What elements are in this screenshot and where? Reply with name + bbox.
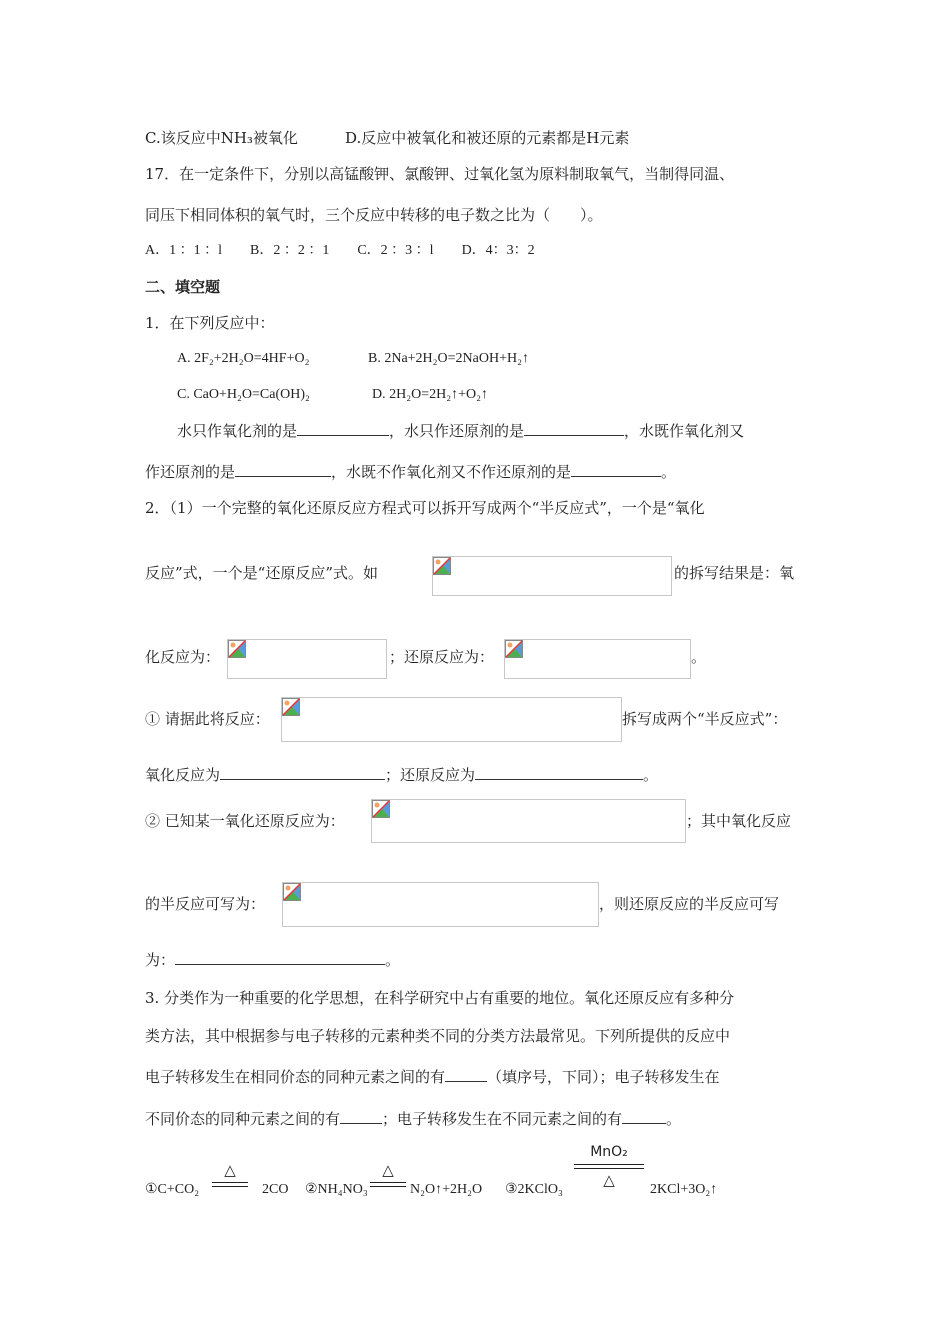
f2-line5-b: ；还原反应为 — [385, 766, 476, 784]
section-title: 二、填空题 — [145, 278, 221, 296]
heat-symbol: △ — [382, 1161, 394, 1179]
answer-blank[interactable] — [622, 1109, 666, 1124]
broken-image-icon — [228, 640, 246, 658]
equation-image — [282, 882, 599, 927]
heat-equals-sign — [210, 1162, 250, 1192]
f1-option-c: C. CaO+H₂O=Ca(OH)₂ — [177, 387, 310, 402]
f2-line8-a: 为： — [145, 951, 176, 969]
answer-blank[interactable] — [445, 1067, 487, 1082]
reaction-1-left: ①C+CO₂ — [145, 1182, 200, 1197]
answer-blank[interactable] — [524, 421, 624, 436]
f3-line4-c: 。 — [666, 1110, 682, 1128]
heat-equals-sign — [368, 1162, 408, 1192]
broken-image-icon — [283, 883, 301, 901]
answer-blank[interactable] — [475, 765, 643, 780]
f2-line4-b: 拆写成两个“半反应式”： — [622, 710, 788, 728]
f2-line3-a: 化反应为： — [145, 648, 221, 666]
f1-line2-c: 。 — [661, 463, 677, 481]
reaction-3-right: 2KCl+3O₂↑ — [650, 1182, 718, 1197]
broken-image-icon — [505, 640, 523, 658]
reaction-2-right: N₂O↑+2H₂O — [410, 1182, 483, 1197]
f1-line1 — [177, 421, 744, 441]
f2-line7-a: 的半反应可写为： — [145, 895, 266, 913]
catalyst-heat-equals-sign — [572, 1142, 646, 1194]
f3-line1: 3. 分类作为一种重要的化学思想，在科学研究中占有重要的地位。氧化还原反应有多种分 — [145, 989, 735, 1007]
f1-option-b: B. 2Na+2H₂O=2NaOH+H₂↑ — [368, 351, 529, 366]
q17-stem-line2: 同压下相同体积的氧气时，三个反应中转移的电子数之比为（ ）。 — [145, 206, 603, 224]
f1-option-d: D. 2H₂O=2H₂↑+O₂↑ — [372, 387, 488, 402]
reaction-3-left: ③2KClO₃ — [505, 1182, 563, 1197]
answer-blank[interactable] — [297, 421, 389, 436]
f1-line2-a: 作还原剂的是 — [145, 463, 236, 481]
f3-line3-b: （填序号，下同）；电子转移发生在 — [487, 1068, 720, 1086]
f1-line1-a: 水只作氧化剂的是 — [177, 422, 298, 440]
f2-line7-b: ，则还原反应的半反应可写 — [599, 895, 780, 913]
f2-line6-b: ；其中氧化反应 — [686, 812, 792, 830]
equation-image — [281, 697, 622, 742]
heat-symbol: △ — [224, 1161, 236, 1179]
f1-line1-c: ，水既作氧化剂又 — [624, 422, 745, 440]
f2-line6-a: ② 已知某一氧化还原反应为： — [145, 812, 345, 830]
q17-options: A．1 ：1 ：l B．2 ：2 ：1 C．2 ：3 ：l D．4：3：2 — [145, 243, 535, 258]
answer-blank[interactable] — [571, 462, 661, 477]
q17-stem-line1: 17．在一定条件下，分别以高锰酸钾、氯酸钾、过氧化氢为原料制取氧气，当制得同温、 — [145, 165, 735, 183]
equation-image — [504, 639, 691, 679]
f3-line4-a: 不同价态的同种元素之间的有 — [145, 1110, 341, 1128]
broken-image-icon — [372, 800, 390, 818]
f2-line2-b: 的拆写结果是：氧 — [674, 564, 795, 582]
f3-line4-b: ；电子转移发生在不同元素之间的有 — [382, 1110, 623, 1128]
f1-line2-b: ，水既不作氧化剂又不作还原剂的是 — [331, 463, 572, 481]
reaction-2-left: ②NH₄NO₃ — [305, 1182, 368, 1197]
broken-image-icon — [433, 557, 451, 575]
f1-line1-b: ，水只作还原剂的是 — [389, 422, 525, 440]
equation-image — [227, 639, 387, 679]
answer-blank[interactable] — [235, 462, 331, 477]
f3-line3 — [145, 1067, 720, 1087]
q16-option-c: C.该反应中NH₃被氧化 — [145, 129, 298, 147]
broken-image-icon — [282, 698, 300, 716]
f2-line3-c: 。 — [691, 648, 707, 666]
f2-line8 — [145, 950, 400, 970]
f3-line4 — [145, 1109, 681, 1129]
f2-line1: 2．（1）一个完整的氧化还原反应方程式可以拆开写成两个“半反应式”，一个是“氧化 — [145, 499, 705, 517]
catalyst-label: MnO₂ — [590, 1144, 628, 1160]
answer-blank[interactable] — [175, 950, 385, 965]
f2-line8-b: 。 — [385, 951, 401, 969]
f1-option-a: A. 2F₂+2H₂O=4HF+O₂ — [177, 351, 310, 366]
heat-symbol: △ — [603, 1171, 615, 1189]
f2-line5-a: 氧化反应为 — [145, 766, 221, 784]
f2-line5-c: 。 — [643, 766, 659, 784]
q16-option-d: D.反应中被氧化和被还原的元素都是H元素 — [345, 129, 630, 147]
answer-blank[interactable] — [220, 765, 385, 780]
f3-line3-a: 电子转移发生在相同价态的同种元素之间的有 — [145, 1068, 446, 1086]
f2-line3-b: ；还原反应为： — [389, 648, 495, 666]
f3-line2: 类方法，其中根据参与电子转移的元素种类不同的分类方法最常见。下列所提供的反应中 — [145, 1027, 731, 1045]
f2-line2-a: 反应”式，一个是“还原反应”式。如 — [145, 564, 379, 582]
f2-line4-a: ① 请据此将反应： — [145, 710, 270, 728]
f1-stem: 1．在下列反应中： — [145, 314, 275, 332]
reaction-1-right: 2CO — [262, 1182, 289, 1197]
equation-image — [371, 799, 686, 843]
f2-line5 — [145, 765, 658, 785]
equation-image — [432, 556, 672, 596]
answer-blank[interactable] — [340, 1109, 382, 1124]
f1-line2 — [145, 462, 676, 482]
